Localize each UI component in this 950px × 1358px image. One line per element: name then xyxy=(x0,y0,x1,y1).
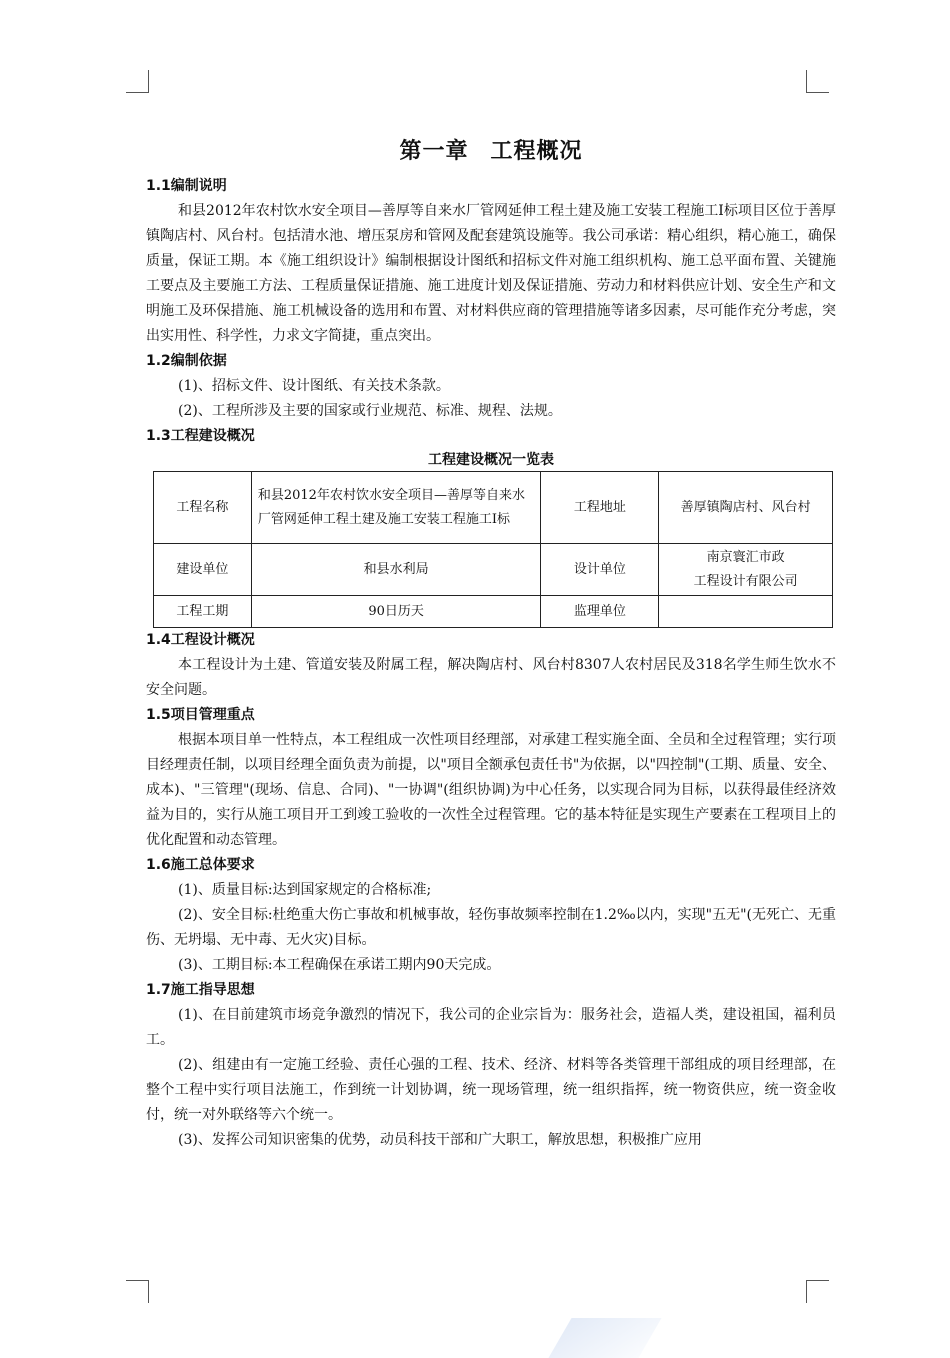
section-heading-1-3: 1.3工程建设概况 xyxy=(146,428,255,444)
table-cell-label: 设计单位 xyxy=(541,544,659,596)
paragraph: (3)、发挥公司知识密集的优势，动员科技干部和广大职工，解放思想，积极推广应用 xyxy=(178,1132,702,1148)
paragraph: (1)、质量目标:达到国家规定的合格标准; xyxy=(178,882,432,898)
watermark-shape xyxy=(548,1318,661,1358)
chapter-title xyxy=(146,130,836,174)
section-heading-1-1: 1.1编制说明 xyxy=(146,178,227,194)
table-cell-value: 和县2012年农村饮水安全项目—善厚等自来水厂管网延伸工程土建及施工安装工程施工Ⅰ标 xyxy=(251,472,541,544)
table-title: 工程建设概况一览表 xyxy=(428,452,554,468)
paragraph: (2)、组建由有一定施工经验、责任心强的工程、技术、经济、材料等各类管理干部组成的项目经理部，在整个工程中实行项目法施工，作到统一计划协调，统一现场管理，统一组织指挥，统一物资供应，统一资金收付，统一对外联络等六个统一。 xyxy=(146,1057,836,1123)
crop-mark-bottom-left xyxy=(126,1280,149,1303)
table-row xyxy=(154,472,833,544)
crop-mark-top-left xyxy=(126,70,149,93)
design-unit-line-1: 南京寰汇市政 xyxy=(706,549,785,565)
table-cell-label: 工程名称 xyxy=(154,472,252,544)
table-cell-label: 监理单位 xyxy=(541,596,659,628)
paragraph: 和县2012年农村饮水安全项目—善厚等自来水厂管网延伸工程土建及施工安装工程施工Ⅰ标项目区位于善厚镇陶店村、风台村。包括清水池、增压泵房和管网及配套建筑设施等。我公司承诺：精心组织，精心施工，确保质量，保证工期。本《施工组织设计》编制根据设计图纸和招标文件对施工组织机构、施工总平面布置、关键施工要点及主要施工方法、工程质量保证措施、施工进度计划及保证措施、劳动力和材料供应计划、安全生产和文明施工及环保措施、施工机械设备的选用和布置、对材料供应商的管理措施等诸多因素，尽可能作充分考虑，突出实用性、科学性，力求文字简捷，重点突出。 xyxy=(146,203,836,344)
table-cell-value: 和县水利局 xyxy=(251,544,541,596)
paragraph: (2)、安全目标:杜绝重大伤亡事故和机械事故，轻伤事故频率控制在1.2‰以内，实现"五无"(无死亡、无重伤、无坍塌、无中毒、无火灾)目标。 xyxy=(146,907,836,948)
table-cell-value: 90日历天 xyxy=(251,596,541,628)
table-cell-label: 建设单位 xyxy=(154,544,252,596)
paragraph: (3)、工期目标:本工程确保在承诺工期内90天完成。 xyxy=(178,957,501,973)
section-heading-1-5: 1.5项目管理重点 xyxy=(146,707,255,723)
paragraph: (2)、工程所涉及主要的国家或行业规范、标准、规程、法规。 xyxy=(178,403,562,419)
paragraph: (1)、在目前建筑市场竞争激烈的情况下，我公司的企业宗旨为：服务社会，造福人类，建设祖国，福利员工。 xyxy=(146,1007,836,1048)
design-unit-line-2: 工程设计有限公司 xyxy=(693,573,798,589)
chapter-name: 工程概况 xyxy=(490,139,583,164)
crop-mark-bottom-right xyxy=(806,1280,829,1303)
paragraph: 根据本项目单一性特点，本工程组成一次性项目经理部，对承建工程实施全面、全员和全过程管理；实行项目经理责任制，以项目经理全面负责为前提，以"项目全额承包责任书"为依据，以"四控制"(工期、质量、安全、成本)、"三管理"(现场、信息、合同)、"一协调"(组织协调)为中心任务，以实现合同为目标，以获得最佳经济效益为目的，实行从施工项目开工到竣工验收的一次性全过程管理。它的基本特征是实现生产要素在工程项目上的优化配置和动态管理。 xyxy=(146,732,836,848)
table-cell-value xyxy=(659,596,833,628)
section-heading-1-4: 1.4工程设计概况 xyxy=(146,632,255,648)
document-body xyxy=(146,130,836,1153)
section-heading-1-7: 1.7施工指导思想 xyxy=(146,982,255,998)
section-heading-1-2: 1.2编制依据 xyxy=(146,353,227,369)
table-cell-label: 工程工期 xyxy=(154,596,252,628)
project-overview-table xyxy=(153,471,833,628)
table-cell-label: 工程地址 xyxy=(541,472,659,544)
chapter-number: 第一章 xyxy=(399,139,469,164)
paragraph: (1)、招标文件、设计图纸、有关技术条款。 xyxy=(178,378,450,394)
paragraph: 本工程设计为土建、管道安装及附属工程，解决陶店村、风台村8307人农村居民及318名学生师生饮水不安全问题。 xyxy=(146,657,836,698)
table-cell-value xyxy=(659,544,833,596)
crop-mark-top-right xyxy=(806,70,829,93)
section-heading-1-6: 1.6施工总体要求 xyxy=(146,857,255,873)
table-row xyxy=(154,596,833,628)
table-cell-value: 善厚镇陶店村、风台村 xyxy=(659,472,833,544)
table-row xyxy=(154,544,833,596)
